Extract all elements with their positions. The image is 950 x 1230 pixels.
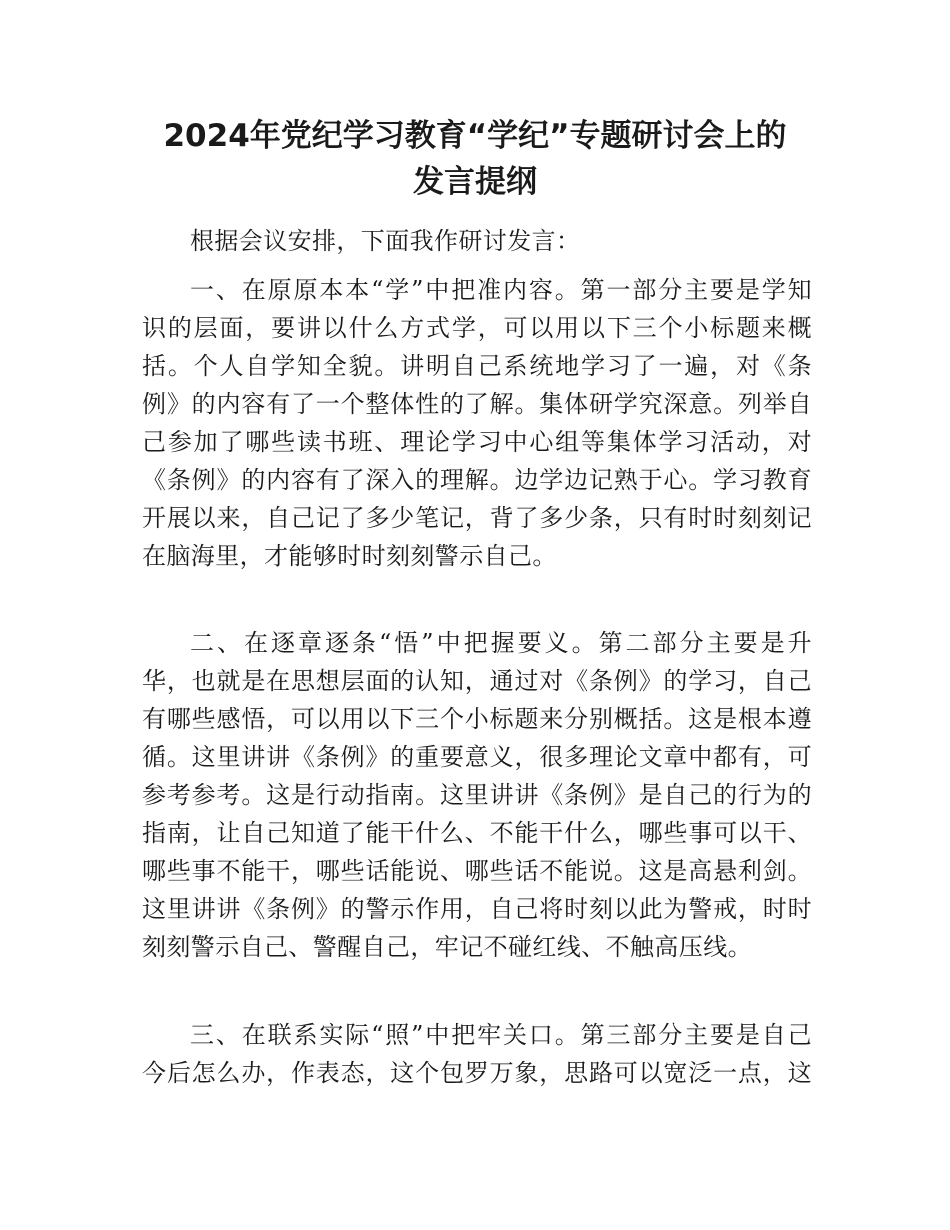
section-2-line: 有哪些感悟，可以用以下三个小标题来分别概括。这是根本遵	[142, 705, 812, 733]
section-1-line: 开展以来，自己记了多少笔记，背了多少条，只有时时刻刻记	[142, 504, 812, 532]
section-2-line: 华，也就是在思想层面的认知，通过对《条例》的学习，自己	[142, 667, 812, 695]
section-1-line: 例》的内容有了一个整体性的了解。集体研学究深意。列举自	[142, 390, 812, 418]
section-2-line: 循。这里讲讲《条例》的重要意义，很多理论文章中都有，可	[142, 743, 812, 771]
document-title-line-2: 发言提纲	[413, 164, 537, 200]
section-2-line: 指南，让自己知道了能干什么、不能干什么，哪些事可以干、	[142, 819, 812, 847]
section-2-line: 刻刻警示自己、警醒自己，牢记不碰红线、不触高压线。	[142, 933, 752, 961]
intro-paragraph: 根据会议安排，下面我作研讨发言：	[190, 227, 581, 255]
section-2-line: 哪些事不能干，哪些话能说、哪些话不能说。这是高悬利剑。	[142, 857, 812, 885]
section-3-line: 今后怎么办，作表态，这个包罗万象，思路可以宽泛一点，这	[142, 1059, 812, 1087]
document-title-line-1: 2024年党纪学习教育“学纪”专题研讨会上的	[163, 118, 787, 154]
section-2-line: 这里讲讲《条例》的警示作用，自己将时刻以此为警戒，时时	[142, 895, 812, 923]
section-1-line: 括。个人自学知全貌。讲明自己系统地学习了一遍，对《条	[142, 352, 812, 380]
section-2-line: 参考参考。这是行动指南。这里讲讲《条例》是自己的行为的	[142, 781, 812, 809]
section-1-line: 己参加了哪些读书班、理论学习中心组等集体学习活动，对	[142, 428, 812, 456]
section-2-line: 二、在逐章逐条“悟”中把握要义。第二部分主要是升	[190, 629, 812, 657]
section-1-line: 在脑海里，才能够时时刻刻警示自己。	[142, 542, 557, 570]
section-1-line: 识的层面，要讲以什么方式学，可以用以下三个小标题来概	[142, 314, 812, 342]
section-3-line: 三、在联系实际“照”中把牢关口。第三部分主要是自己	[190, 1021, 812, 1049]
section-1-line: 《条例》的内容有了深入的理解。边学边记熟于心。学习教育	[142, 466, 812, 494]
section-1-line: 一、在原原本本“学”中把准内容。第一部分主要是学知	[190, 276, 812, 304]
